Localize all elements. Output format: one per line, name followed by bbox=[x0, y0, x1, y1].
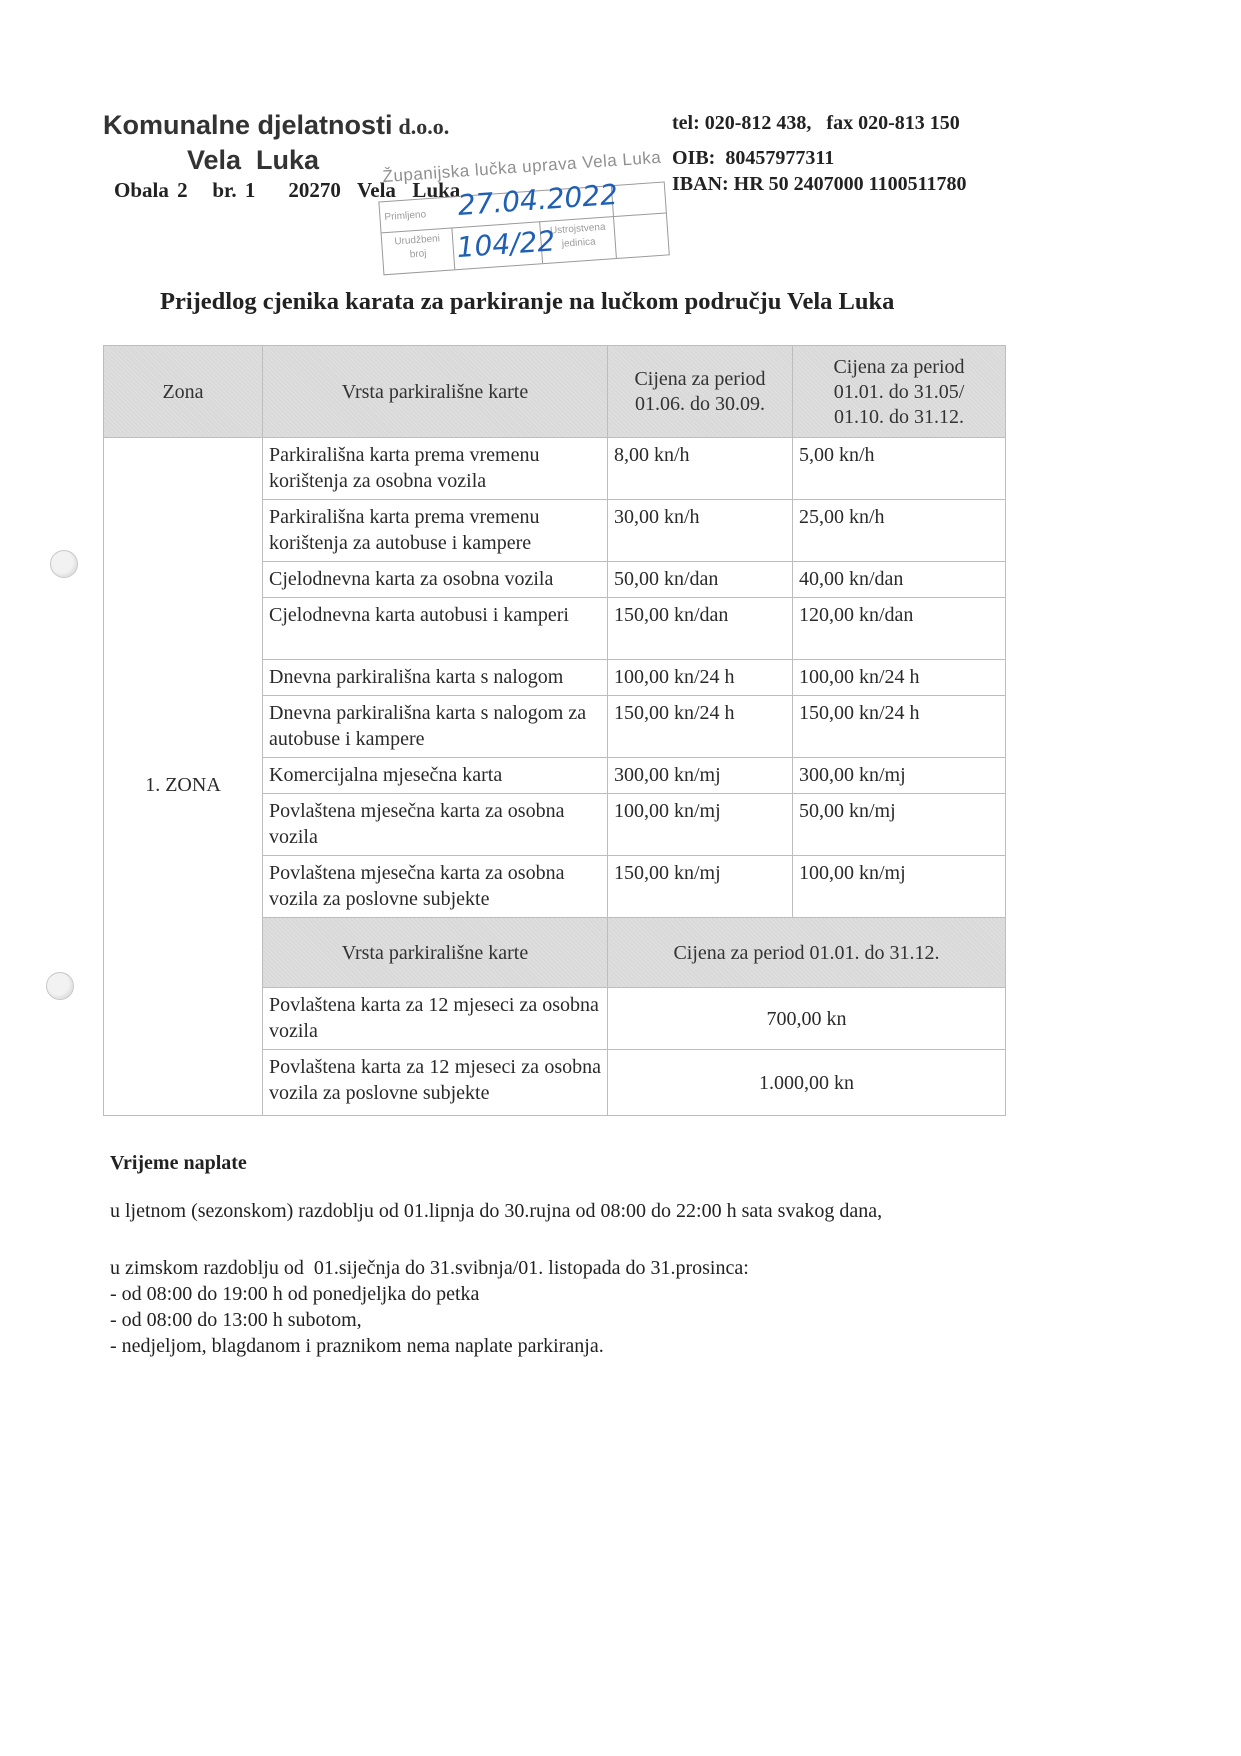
punch-hole bbox=[46, 972, 74, 1000]
header-period-winter bbox=[793, 346, 1006, 438]
contact-iban: IBAN: HR 50 2407000 1100511780 bbox=[672, 173, 967, 195]
row-price-summer: 300,00 kn/mj bbox=[608, 758, 793, 794]
row-type: Povlaštena mjesečna karta za osobna vozila za poslovne subjekte bbox=[263, 856, 608, 918]
row-price-summer: 150,00 kn/mj bbox=[608, 856, 793, 918]
company-suffix: d.o.o. bbox=[398, 114, 450, 139]
stamp-date-handwritten: 27.04.2022 bbox=[456, 177, 619, 222]
row-price-winter: 25,00 kn/h bbox=[793, 500, 1006, 562]
table-row bbox=[104, 438, 1006, 500]
row-price-summer: 30,00 kn/h bbox=[608, 500, 793, 562]
billing-winter-intro: u zimskom razdoblju od 01.siječnja do 31.svibnja/01. listopada do 31.prosinca: bbox=[110, 1257, 749, 1279]
company-address: Obala 2 br. 1 20270 Vela Luka bbox=[114, 178, 461, 202]
row-price-winter: 50,00 kn/mj bbox=[793, 794, 1006, 856]
row-type: Dnevna parkirališna karta s nalogom za autobuse i kampere bbox=[263, 696, 608, 758]
row-price-winter: 300,00 kn/mj bbox=[793, 758, 1006, 794]
zone-cell: 1. ZONA bbox=[104, 438, 263, 1116]
table-header-row bbox=[104, 346, 1006, 438]
row-price-summer: 100,00 kn/24 h bbox=[608, 660, 793, 696]
row-type: Dnevna parkirališna karta s nalogom bbox=[263, 660, 608, 696]
annual-row-type: Povlaštena karta za 12 mjeseci za osobna vozila za poslovne subjekte bbox=[263, 1050, 608, 1116]
billing-heading: Vrijeme naplate bbox=[110, 1152, 247, 1174]
billing-summer: u ljetnom (sezonskom) razdoblju od 01.lipnja do 30.rujna od 08:00 do 22:00 h sata svakog dana, bbox=[110, 1200, 883, 1222]
stamp-label-registry: Urudžbeni broj bbox=[394, 233, 441, 261]
annual-row-price: 1.000,00 kn bbox=[608, 1050, 1006, 1116]
header-period-winter-line3: 01.10. do 31.12. bbox=[834, 405, 964, 428]
billing-winter bbox=[110, 1255, 749, 1359]
row-price-summer: 50,00 kn/dan bbox=[608, 562, 793, 598]
billing-winter-item: - nedjeljom, blagdanom i praznikom nema naplate parkiranja. bbox=[110, 1335, 604, 1357]
row-price-summer: 150,00 kn/dan bbox=[608, 598, 793, 660]
row-price-summer: 150,00 kn/24 h bbox=[608, 696, 793, 758]
row-price-winter: 40,00 kn/dan bbox=[793, 562, 1006, 598]
row-price-winter: 5,00 kn/h bbox=[793, 438, 1006, 500]
header-period-winter-line1: Cijena za period bbox=[833, 355, 965, 378]
row-price-winter: 150,00 kn/24 h bbox=[793, 696, 1006, 758]
row-price-winter: 100,00 kn/mj bbox=[793, 856, 1006, 918]
stamp-label-received: Primljeno bbox=[384, 209, 427, 224]
header-zona: Zona bbox=[104, 346, 263, 438]
row-type: Cjelodnevna karta za osobna vozila bbox=[263, 562, 608, 598]
stamp-title: Županijska lučka uprava Vela Luka bbox=[381, 147, 662, 187]
document-title: Prijedlog cjenika karata za parkiranje na lučkom području Vela Luka bbox=[160, 288, 895, 315]
header-period-winter-line2: 01.01. do 31.05/ bbox=[833, 380, 965, 403]
annual-header-vrsta: Vrsta parkirališne karte bbox=[263, 918, 608, 988]
billing-winter-item: - od 08:00 do 13:00 h subotom, bbox=[110, 1309, 362, 1331]
row-type: Cjelodnevna karta autobusi i kamperi bbox=[263, 598, 608, 660]
row-price-summer: 100,00 kn/mj bbox=[608, 794, 793, 856]
row-type: Parkirališna karta prema vremenu korištenja za osobna vozila bbox=[263, 438, 608, 500]
stamp-box bbox=[378, 177, 669, 275]
header-vrsta: Vrsta parkirališne karte bbox=[263, 346, 608, 438]
company-name bbox=[103, 110, 449, 141]
billing-winter-item: - od 08:00 do 19:00 h od ponedjeljka do petka bbox=[110, 1283, 480, 1305]
header-period-summer: Cijena za period 01.06. do 30.09. bbox=[608, 346, 793, 438]
annual-row-price: 700,00 kn bbox=[608, 988, 1006, 1050]
company-name-text: Komunalne djelatnosti bbox=[103, 110, 393, 140]
row-price-winter: 120,00 kn/dan bbox=[793, 598, 1006, 660]
punch-hole bbox=[50, 550, 78, 578]
company-city: Vela Luka bbox=[187, 145, 320, 175]
row-type: Povlaštena mjesečna karta za osobna vozila bbox=[263, 794, 608, 856]
stamp-number-handwritten: 104/22 bbox=[455, 224, 557, 265]
row-price-summer: 8,00 kn/h bbox=[608, 438, 793, 500]
contact-tel-fax: tel: 020-812 438, fax 020-813 150 bbox=[672, 112, 960, 134]
row-type: Parkirališna karta prema vremenu korištenja za autobuse i kampere bbox=[263, 500, 608, 562]
price-table bbox=[103, 345, 1006, 1116]
row-price-winter: 100,00 kn/24 h bbox=[793, 660, 1006, 696]
annual-header-period: Cijena za period 01.01. do 31.12. bbox=[608, 918, 1006, 988]
annual-row-type: Povlaštena karta za 12 mjeseci za osobna vozila bbox=[263, 988, 608, 1050]
row-type: Komercijalna mjesečna karta bbox=[263, 758, 608, 794]
stamp-label-unit: Ustrojstvena jedinica bbox=[549, 221, 606, 250]
contact-oib: OIB: 80457977311 bbox=[672, 147, 835, 169]
received-stamp bbox=[370, 147, 678, 296]
